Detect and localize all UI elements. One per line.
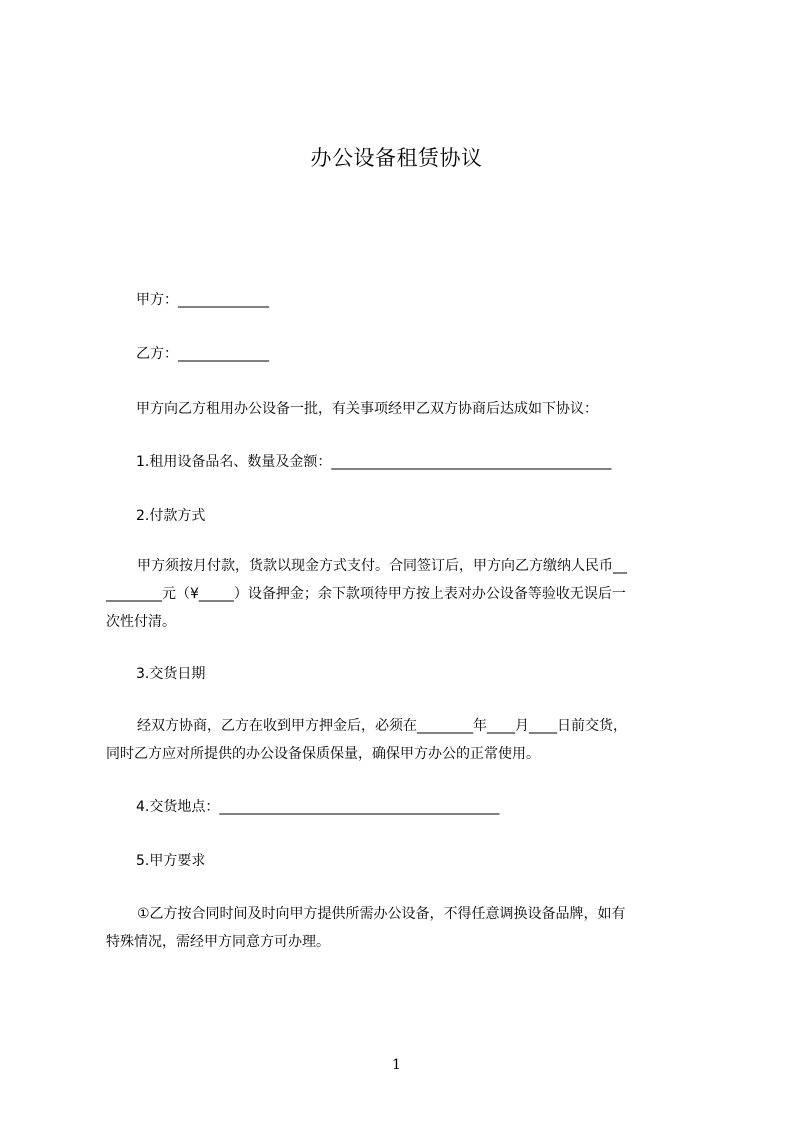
party-a-line: 甲方：_____________ (136, 292, 269, 308)
item-3-heading: 3.交货日期 (136, 666, 206, 682)
party-b-line: 乙方：_____________ (136, 346, 269, 362)
item-2-body-line-3: 次性付清。 (106, 614, 176, 630)
item-5-body-line-1: ①乙方按合同时间及时向甲方提供所需办公设备，不得任意调换设备品牌，如有 (137, 906, 626, 922)
item-1-equipment-line: 1.租用设备品名、数量及金额：________________________________________ (136, 454, 612, 470)
item-5-body (106, 900, 702, 956)
item-2-body-line-2: ________元（¥_____）设备押金；余下款项待甲方按上表对办公设备等验收无误后一 (106, 586, 626, 602)
item-2-heading: 2.付款方式 (136, 508, 206, 524)
page-number: 1 (392, 1057, 401, 1073)
item-3-body-line-1: 经双方协商，乙方在收到甲方押金后，必须在________年____月____日前交货， (137, 718, 627, 734)
document-title: 办公设备租赁协议 (310, 146, 483, 170)
item-3-body-line-2: 同时乙方应对所提供的办公设备保质保量，确保甲方办公的正常使用。 (106, 746, 540, 762)
item-3-body (106, 712, 702, 768)
item-4-delivery-location: 4.交货地点：________________________________________ (136, 799, 500, 815)
item-5-body-line-2: 特殊情况，需经甲方同意方可办理。 (106, 934, 330, 950)
item-5-heading: 5.甲方要求 (136, 853, 206, 869)
intro-paragraph: 甲方向乙方租用办公设备一批，有关事项经甲乙双方协商后达成如下协议： (136, 401, 598, 417)
item-2-body (106, 552, 702, 636)
item-2-body-line-1: 甲方须按月付款，货款以现金方式支付。合同签订后，甲方向乙方缴纳人民币__ (137, 558, 627, 574)
